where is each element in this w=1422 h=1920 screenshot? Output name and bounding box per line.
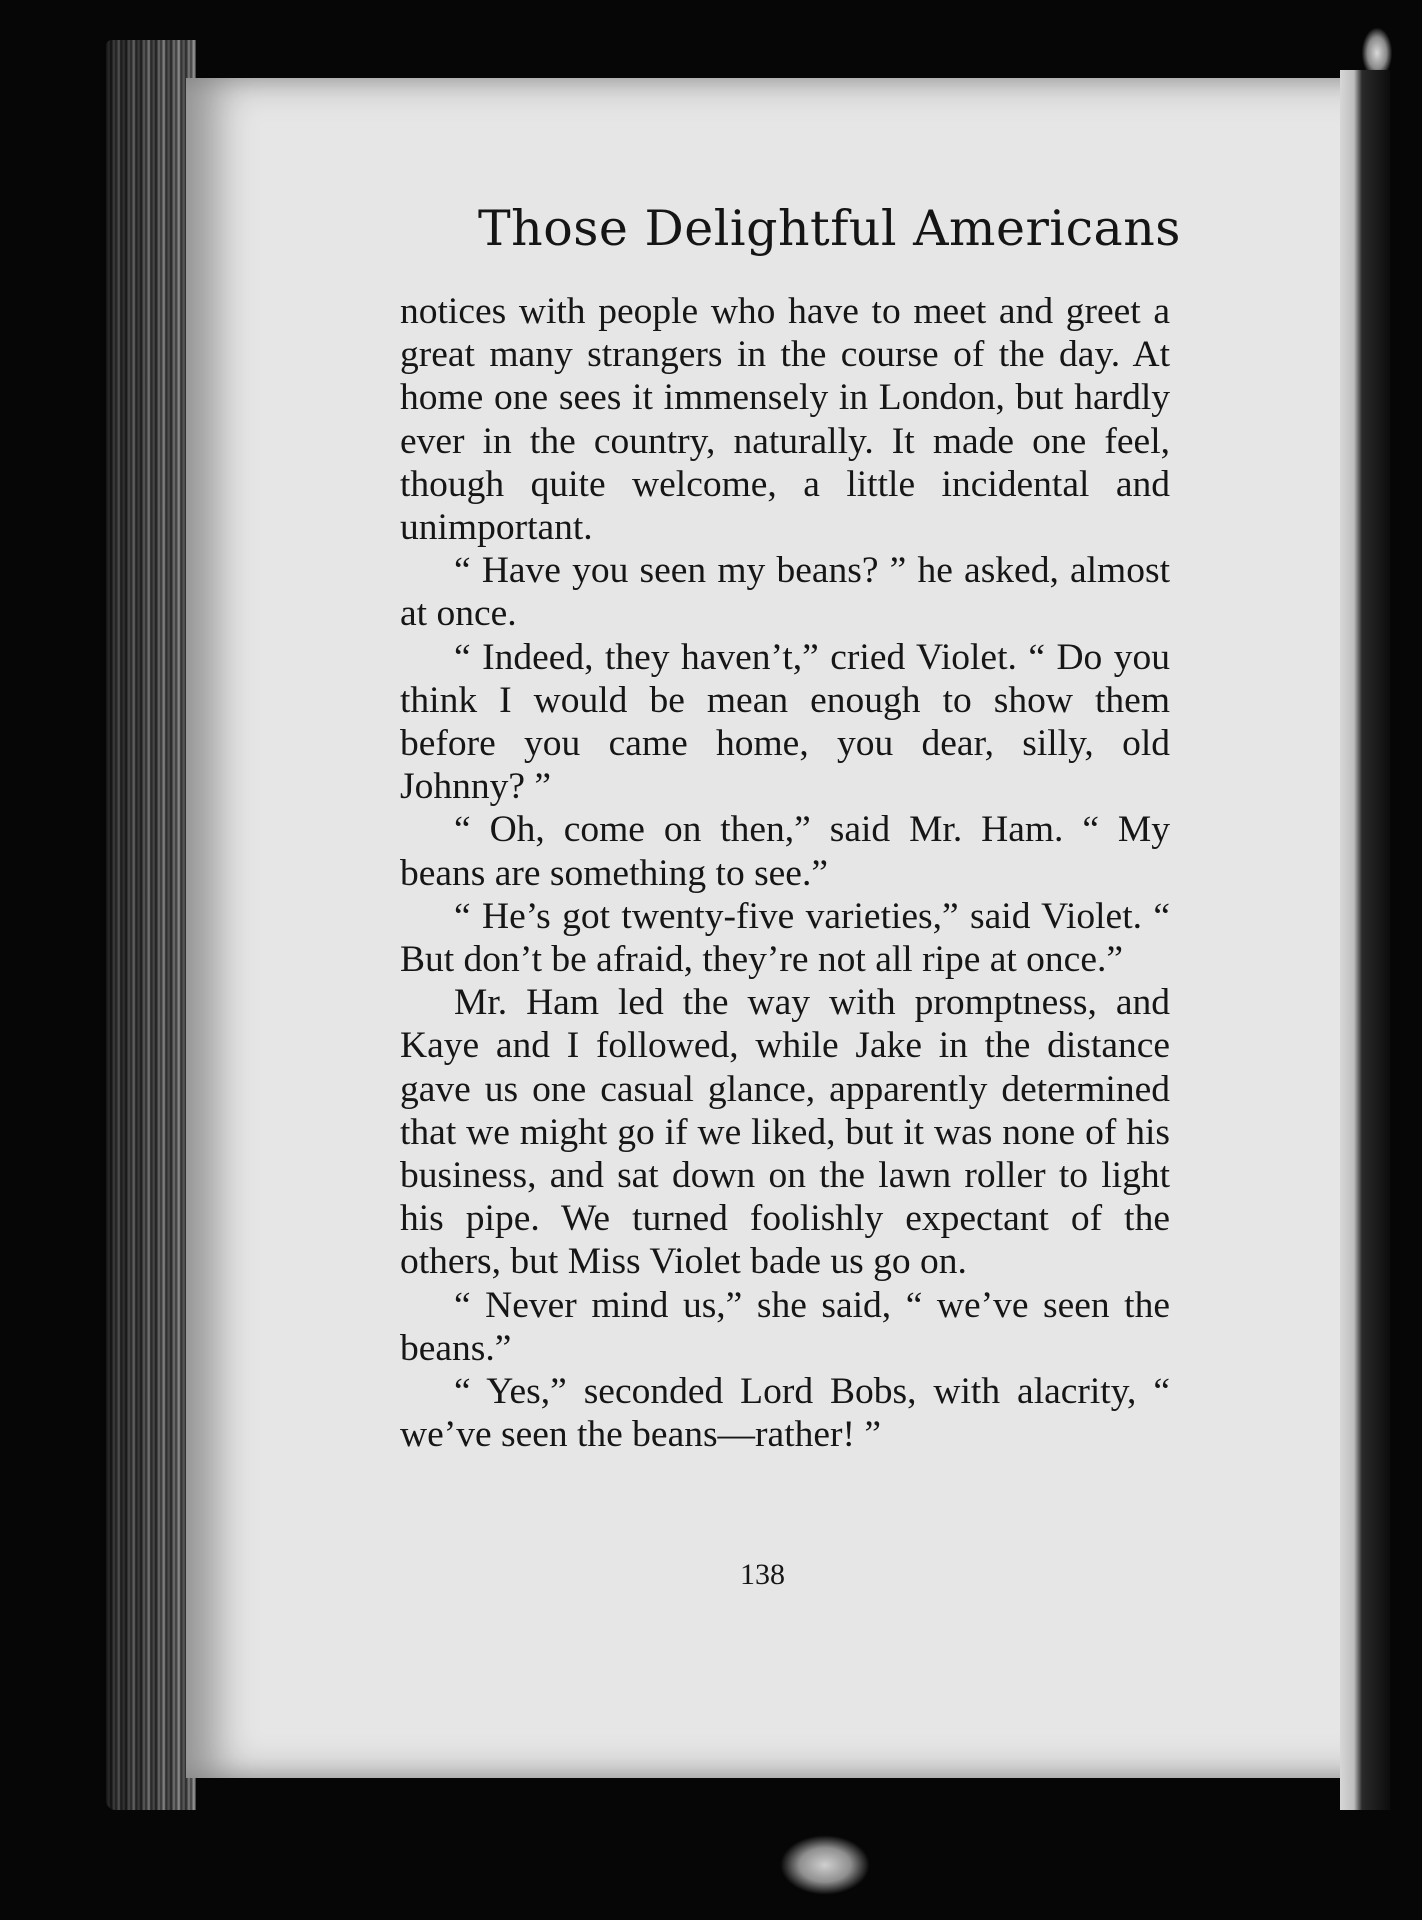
paragraph: “ He’s got twenty-five varieties,” said Violet. “ But don’t be afraid, they’re not all ripe at once.” (400, 895, 1170, 981)
paragraph: Mr. Ham led the way with promptness, and Kaye and I followed, while Jake in the distance gave us one casual glance, apparently determined that we might go if we liked, but it was none of his business, and sat down on the lawn roller to light his pipe. We turned foolishly expectant of the others, but Miss Violet bade us go on. (400, 982, 1170, 1283)
bottom-edge-smudge (780, 1835, 870, 1895)
page-number: 138 (740, 1558, 785, 1591)
page-right-edge (1340, 70, 1390, 1810)
running-head: Those Delightful Americans (478, 200, 1181, 257)
paragraph: “ Never mind us,” she said, “ we’ve seen the beans.” (400, 1284, 1170, 1369)
paragraph: “ Yes,” seconded Lord Bobs, with alacrity, “ we’ve seen the beans—rather! ” (400, 1371, 1170, 1456)
page-body-text (400, 290, 1170, 1456)
paragraph: “ Have you seen my beans? ” he asked, almost at once. (400, 550, 1170, 635)
paragraph: notices with people who have to meet and greet a great many strangers in the course of the day. At home one sees it immensely in London, but hardly ever in the country, naturally. It made one feel, though quite welcome, a little incidental and unimportant. (400, 291, 1170, 549)
paragraph: “ Oh, come on then,” said Mr. Ham. “ My beans are something to see.” (400, 809, 1170, 894)
page-stack-shadow (106, 40, 196, 1810)
paragraph: “ Indeed, they haven’t,” cried Violet. “ Do you think I would be mean enough to show them before you came home, you dear, silly, old Johnny? ” (400, 636, 1170, 808)
